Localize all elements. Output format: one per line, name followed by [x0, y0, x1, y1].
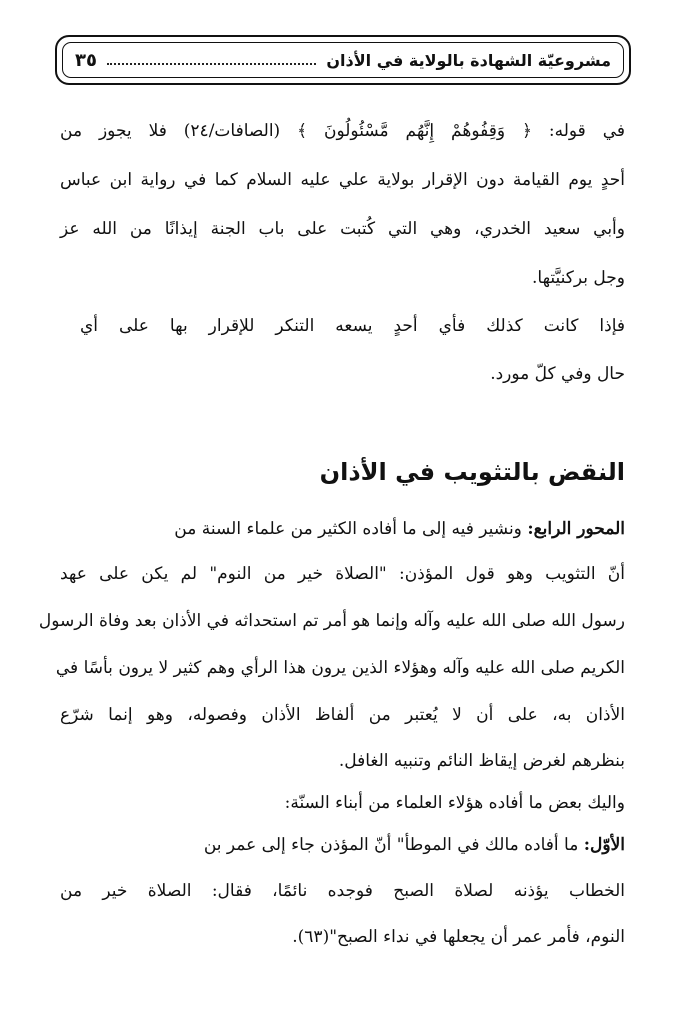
text-line: بنظرهم لغرض إيقاظ النائم وتنبيه الغافل. [338, 751, 625, 771]
text-line: وجل بركنيَّتها. [531, 268, 625, 288]
header-leader-dots [107, 63, 316, 65]
lead-term: الأوّل: [583, 835, 625, 855]
text-line: الأذان به، على أن لا يُعتبر من ألفاظ الأذان وفصوله، وهو إنما شرّع [60, 705, 625, 725]
text-line: الخطاب يؤذنه لصلاة الصبح فوجده نائمًا، فقال: الصلاة خير من [60, 881, 625, 901]
section-heading: النقض بالتثويب في الأذان [319, 458, 625, 486]
text-line: رسول الله صلى الله عليه وآله وإنما هو أمر تم استحداثه في الأذان بعد وفاة الرسول [38, 611, 625, 631]
text-line: وأبي سعيد الخدري، وهي التي كُتبت على باب الجنة إيذانًا من الله عز [60, 219, 625, 239]
text-line [60, 832, 625, 862]
text-line [60, 516, 625, 546]
text-line: واليك بعض ما أفاده هؤلاء العلماء من أبناء السنّة: [284, 793, 625, 813]
running-header [55, 35, 631, 85]
text-line: في قوله: ﴿ وَقِفُوهُمْ إِنَّهُم مَّسْئُولُونَ ﴾ (الصافات/٢٤) فلا يجوز من [60, 121, 626, 141]
text-line: حال وفي كلّ مورد. [490, 364, 625, 384]
page-number: ٣٥ [75, 49, 97, 71]
running-header-title: مشروعيّة الشهادة بالولاية في الأذان [326, 50, 611, 70]
text-run: ما أفاده مالك في الموطأ" أنّ المؤذن جاء إلى عمر بن [203, 835, 579, 855]
text-line: أنّ التثويب وهو قول المؤذن: "الصلاة خير من النوم" لم يكن على عهد [60, 564, 625, 584]
text-line: فإذا كانت كذلك فأي أحدٍ يسعه التنكر للإقرار بها على أي [80, 316, 625, 336]
text-line: الكريم صلى الله عليه وآله وهؤلاء الذين يرون هذا الرأي وهم كثير لا يرون بأسًا في [55, 658, 625, 678]
text-line: النوم، فأمر عمر أن يجعلها في نداء الصبح"(٦٣). [292, 927, 625, 947]
text-line: أحدٍ يوم القيامة دون الإقرار بولاية علي عليه السلام كما في رواية ابن عباس [60, 170, 625, 190]
text-run: ونشير فيه إلى ما أفاده الكثير من علماء السنة من [174, 519, 522, 539]
lead-term: المحور الرابع: [527, 519, 625, 539]
running-header-inner [62, 42, 624, 78]
